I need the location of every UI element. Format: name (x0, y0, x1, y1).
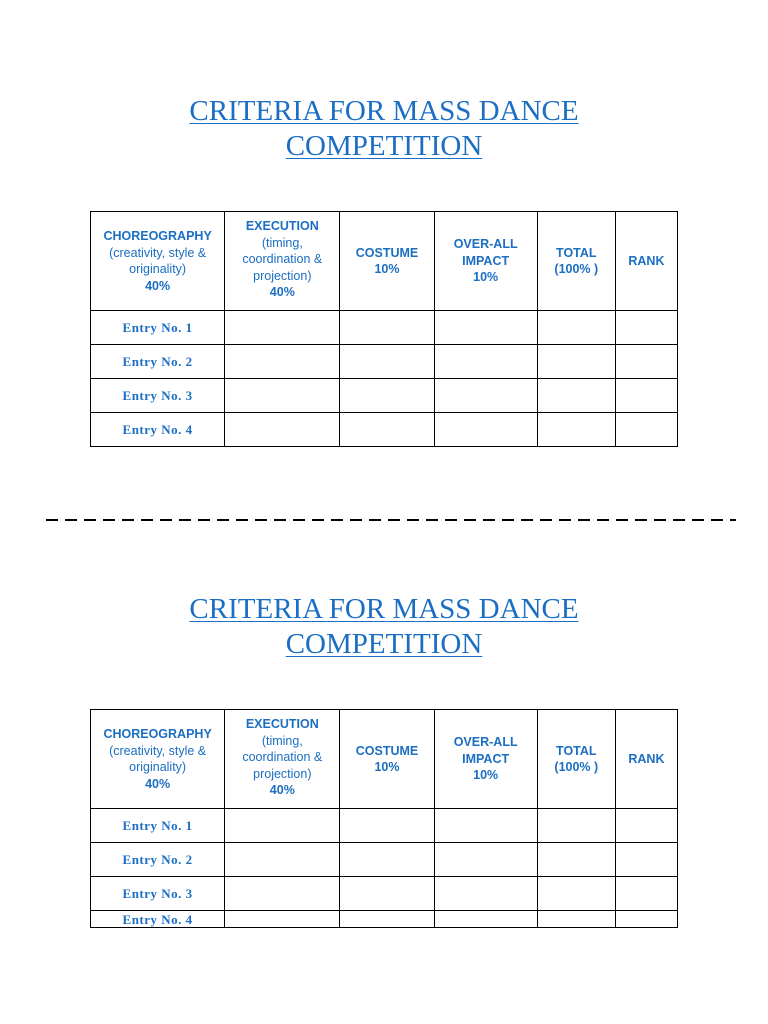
score-cell[interactable] (537, 843, 615, 877)
header-row (91, 710, 678, 809)
score-cell[interactable] (340, 379, 434, 413)
form-title-line1: CRITERIA FOR MASS DANCE (189, 593, 579, 625)
score-cell[interactable] (537, 877, 615, 911)
score-cell[interactable] (225, 413, 340, 447)
score-cell[interactable] (615, 911, 677, 928)
header-rank: RANK (615, 212, 677, 311)
score-cell[interactable] (225, 911, 340, 928)
form-title-line1: CRITERIA FOR MASS DANCE (189, 95, 579, 127)
score-cell[interactable] (225, 809, 340, 843)
table-row (91, 809, 678, 843)
score-cell[interactable] (615, 843, 677, 877)
score-cell[interactable] (340, 809, 434, 843)
score-cell[interactable] (340, 843, 434, 877)
criteria-table (90, 709, 678, 928)
score-cell[interactable] (225, 345, 340, 379)
score-cell[interactable] (615, 877, 677, 911)
entry-label: Entry No. 1 (91, 311, 225, 345)
score-cell[interactable] (340, 413, 434, 447)
table-row (91, 379, 678, 413)
header-costume: COSTUME 10% (340, 212, 434, 311)
entry-label: Entry No. 3 (91, 379, 225, 413)
form-title-line2: COMPETITION (285, 628, 483, 660)
entry-label: Entry No. 2 (91, 345, 225, 379)
header-execution: EXECUTION (timing, coordination & projection) 40% (225, 212, 340, 311)
score-cell[interactable] (537, 379, 615, 413)
score-cell[interactable] (615, 809, 677, 843)
form-title (0, 94, 768, 164)
score-cell[interactable] (434, 911, 537, 928)
header-rank: RANK (615, 710, 677, 809)
score-cell[interactable] (434, 843, 537, 877)
score-cell[interactable] (434, 379, 537, 413)
score-cell[interactable] (615, 311, 677, 345)
header-overall-impact: OVER-ALL IMPACT 10% (434, 212, 537, 311)
score-cell[interactable] (225, 843, 340, 877)
table-row (91, 843, 678, 877)
header-overall-impact: OVER-ALL IMPACT 10% (434, 710, 537, 809)
header-execution: EXECUTION (timing, coordination & projection) 40% (225, 710, 340, 809)
score-cell[interactable] (434, 311, 537, 345)
header-choreography: CHOREOGRAPHY (creativity, style & originality) 40% (91, 212, 225, 311)
entry-label: Entry No. 1 (91, 809, 225, 843)
header-total: TOTAL (100% ) (537, 212, 615, 311)
table-row (91, 413, 678, 447)
table-row (91, 345, 678, 379)
score-cell[interactable] (434, 345, 537, 379)
score-cell[interactable] (340, 311, 434, 345)
score-cell[interactable] (615, 345, 677, 379)
score-cell[interactable] (537, 911, 615, 928)
score-cell[interactable] (340, 911, 434, 928)
score-cell[interactable] (615, 413, 677, 447)
header-costume: COSTUME 10% (340, 710, 434, 809)
header-row (91, 212, 678, 311)
score-cell[interactable] (340, 877, 434, 911)
entry-label: Entry No. 4 (91, 413, 225, 447)
score-cell[interactable] (225, 877, 340, 911)
form-title-line2: COMPETITION (285, 130, 483, 162)
score-cell[interactable] (537, 413, 615, 447)
criteria-table (90, 211, 678, 447)
form-title (0, 592, 768, 662)
table-row (91, 911, 678, 928)
score-cell[interactable] (537, 311, 615, 345)
header-total: TOTAL (100% ) (537, 710, 615, 809)
entry-label: Entry No. 4 (91, 911, 225, 928)
score-cell[interactable] (434, 413, 537, 447)
cut-line-divider (46, 519, 736, 521)
score-cell[interactable] (225, 379, 340, 413)
table-row (91, 877, 678, 911)
score-cell[interactable] (537, 809, 615, 843)
score-cell[interactable] (225, 311, 340, 345)
entry-label: Entry No. 2 (91, 843, 225, 877)
table-row (91, 311, 678, 345)
header-choreography: CHOREOGRAPHY (creativity, style & originality) 40% (91, 710, 225, 809)
score-cell[interactable] (340, 345, 434, 379)
score-cell[interactable] (434, 877, 537, 911)
score-cell[interactable] (434, 809, 537, 843)
score-cell[interactable] (537, 345, 615, 379)
entry-label: Entry No. 3 (91, 877, 225, 911)
score-cell[interactable] (615, 379, 677, 413)
